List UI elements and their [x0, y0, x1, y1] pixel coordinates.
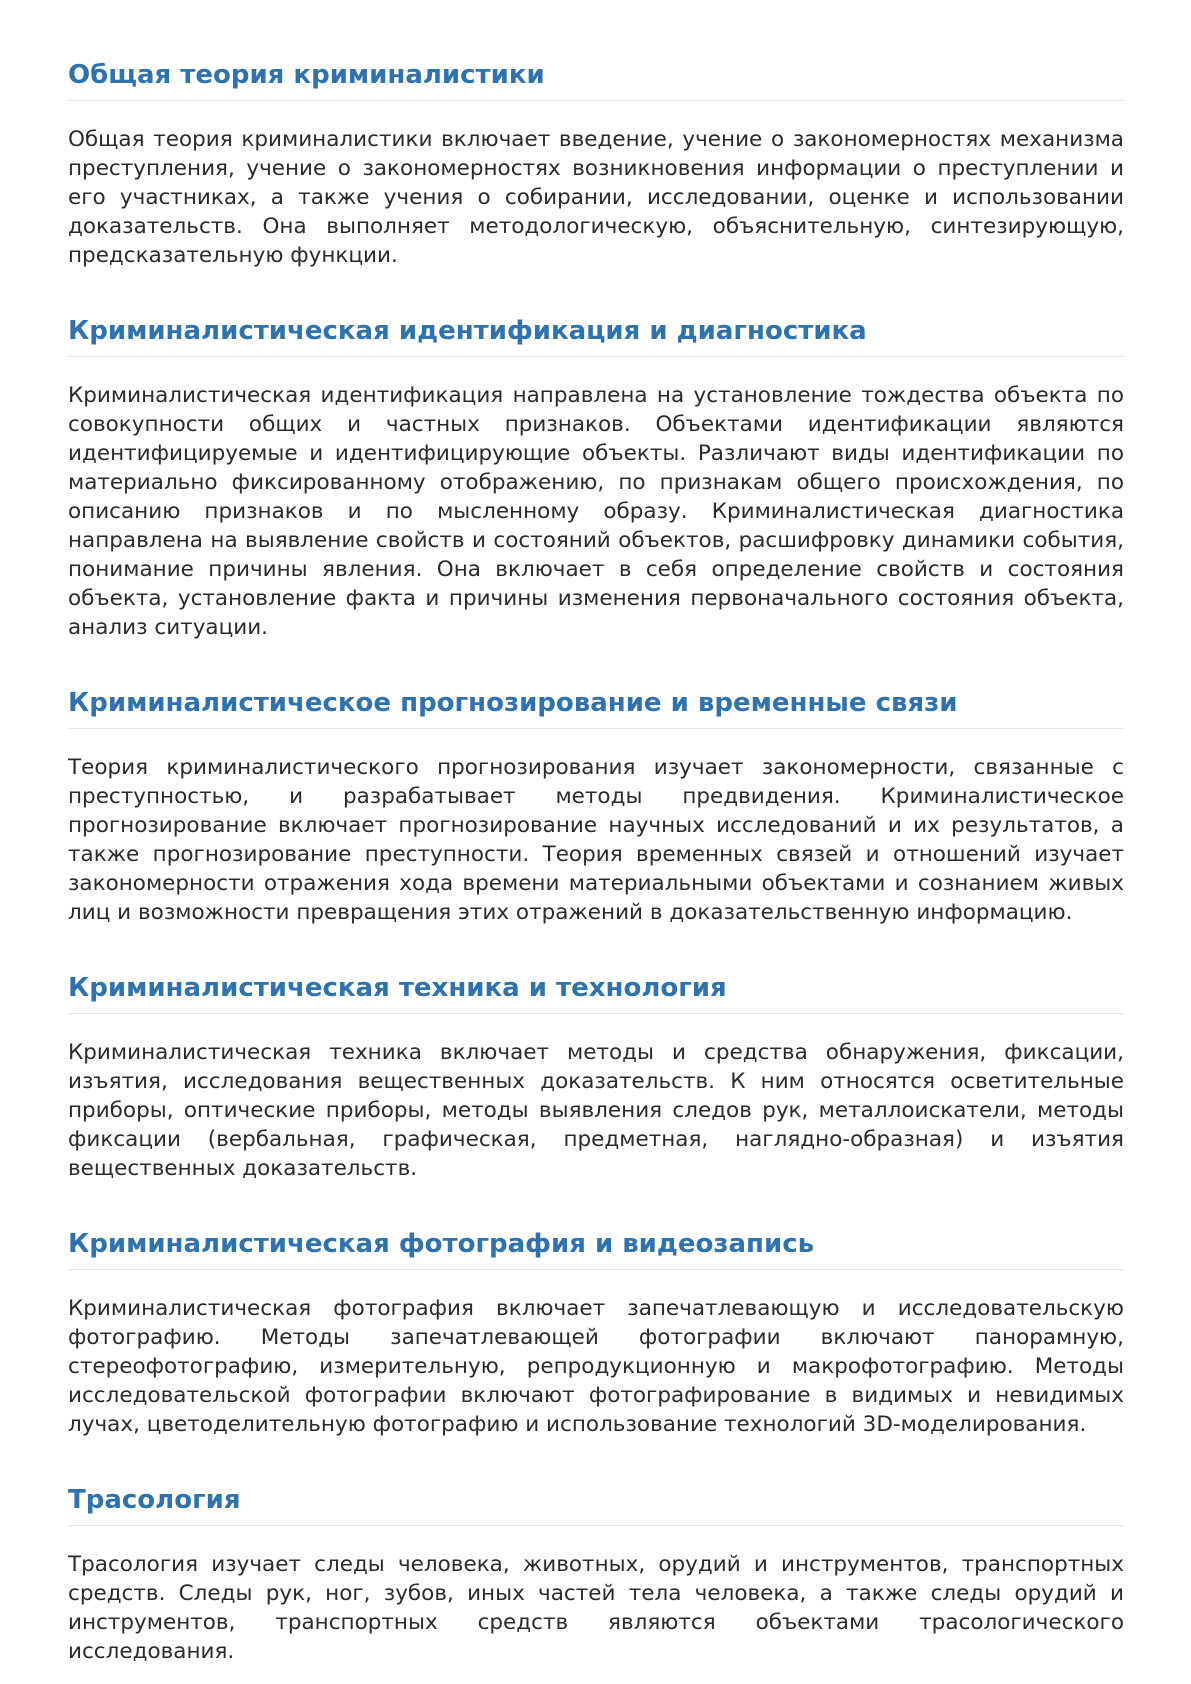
- section-heading: Криминалистическая идентификация и диагностика: [68, 308, 1124, 357]
- section-photo-video: [68, 1221, 1124, 1439]
- section-paragraph: Трасология изучает следы человека, животных, орудий и инструментов, транспортных средств. Следы рук, ног, зубов, иных частей тела человека, а также следы орудий и инструментов, транспортных средств являются объектами трасологического исследования.: [68, 1552, 1124, 1664]
- document-page: [68, 52, 1124, 1666]
- section-paragraph: Криминалистическая идентификация направлена на установление тождества объекта по совокупности общих и частных признаков. Объектами идентификации являются идентифицируемые и идентифицирующие объекты. Различают виды идентификации по материально фиксированному отображению, по признакам общего происхождения, по описанию признаков и по мысленному образу. Криминалистическая диагностика направлена на выявление свойств и состояний объектов, расшифровку динамики события, понимание причины явления. Она включает в себя определение свойств и состояния объекта, установление факта и причины изменения первоначального состояния объекта, анализ ситуации.: [68, 383, 1124, 640]
- section-technique-technology: [68, 965, 1124, 1183]
- section-general-theory: [68, 52, 1124, 270]
- section-heading: Трасология: [68, 1477, 1124, 1526]
- section-forecasting-time-links: [68, 680, 1124, 927]
- section-heading: Криминалистическая техника и технология: [68, 965, 1124, 1014]
- section-paragraph: Криминалистическая фотография включает запечатлевающую и исследовательскую фотографию. Методы запечатлевающей фотографии включают панорамную, стереофотографию, измерительную, репродукционную и макрофотографию. Методы исследовательской фотографии включают фотографирование в видимых и невидимых лучах, цветоделительную фотографию и использование технологий 3D-моделирования.: [68, 1296, 1124, 1437]
- section-paragraph: Общая теория криминалистики включает введение, учение о закономерностях механизма преступления, учение о закономерностях возникновения информации о преступлении и его участниках, а также учения о собирании, исследовании, оценке и использовании доказательств. Она выполняет методологическую, объяснительную, синтезирующую, предсказательную функции.: [68, 127, 1124, 268]
- section-heading: Криминалистическое прогнозирование и временные связи: [68, 680, 1124, 729]
- section-heading: Общая теория криминалистики: [68, 52, 1124, 101]
- section-heading: Криминалистическая фотография и видеозапись: [68, 1221, 1124, 1270]
- section-trasology: [68, 1477, 1124, 1666]
- section-paragraph: Теория криминалистического прогнозирования изучает закономерности, связанные с преступностью, и разрабатывает методы предвидения. Криминалистическое прогнозирование включает прогнозирование научных исследований и их результатов, а также прогнозирование преступности. Теория временных связей и отношений изучает закономерности отражения хода времени материальными объектами и сознанием живых лиц и возможности превращения этих отражений в доказательственную информацию.: [68, 755, 1124, 925]
- section-identification-diagnostics: [68, 308, 1124, 642]
- section-paragraph: Криминалистическая техника включает методы и средства обнаружения, фиксации, изъятия, исследования вещественных доказательств. К ним относятся осветительные приборы, оптические приборы, методы выявления следов рук, металлоискатели, методы фиксации (вербальная, графическая, предметная, наглядно-образная) и изъятия вещественных доказательств.: [68, 1040, 1124, 1181]
